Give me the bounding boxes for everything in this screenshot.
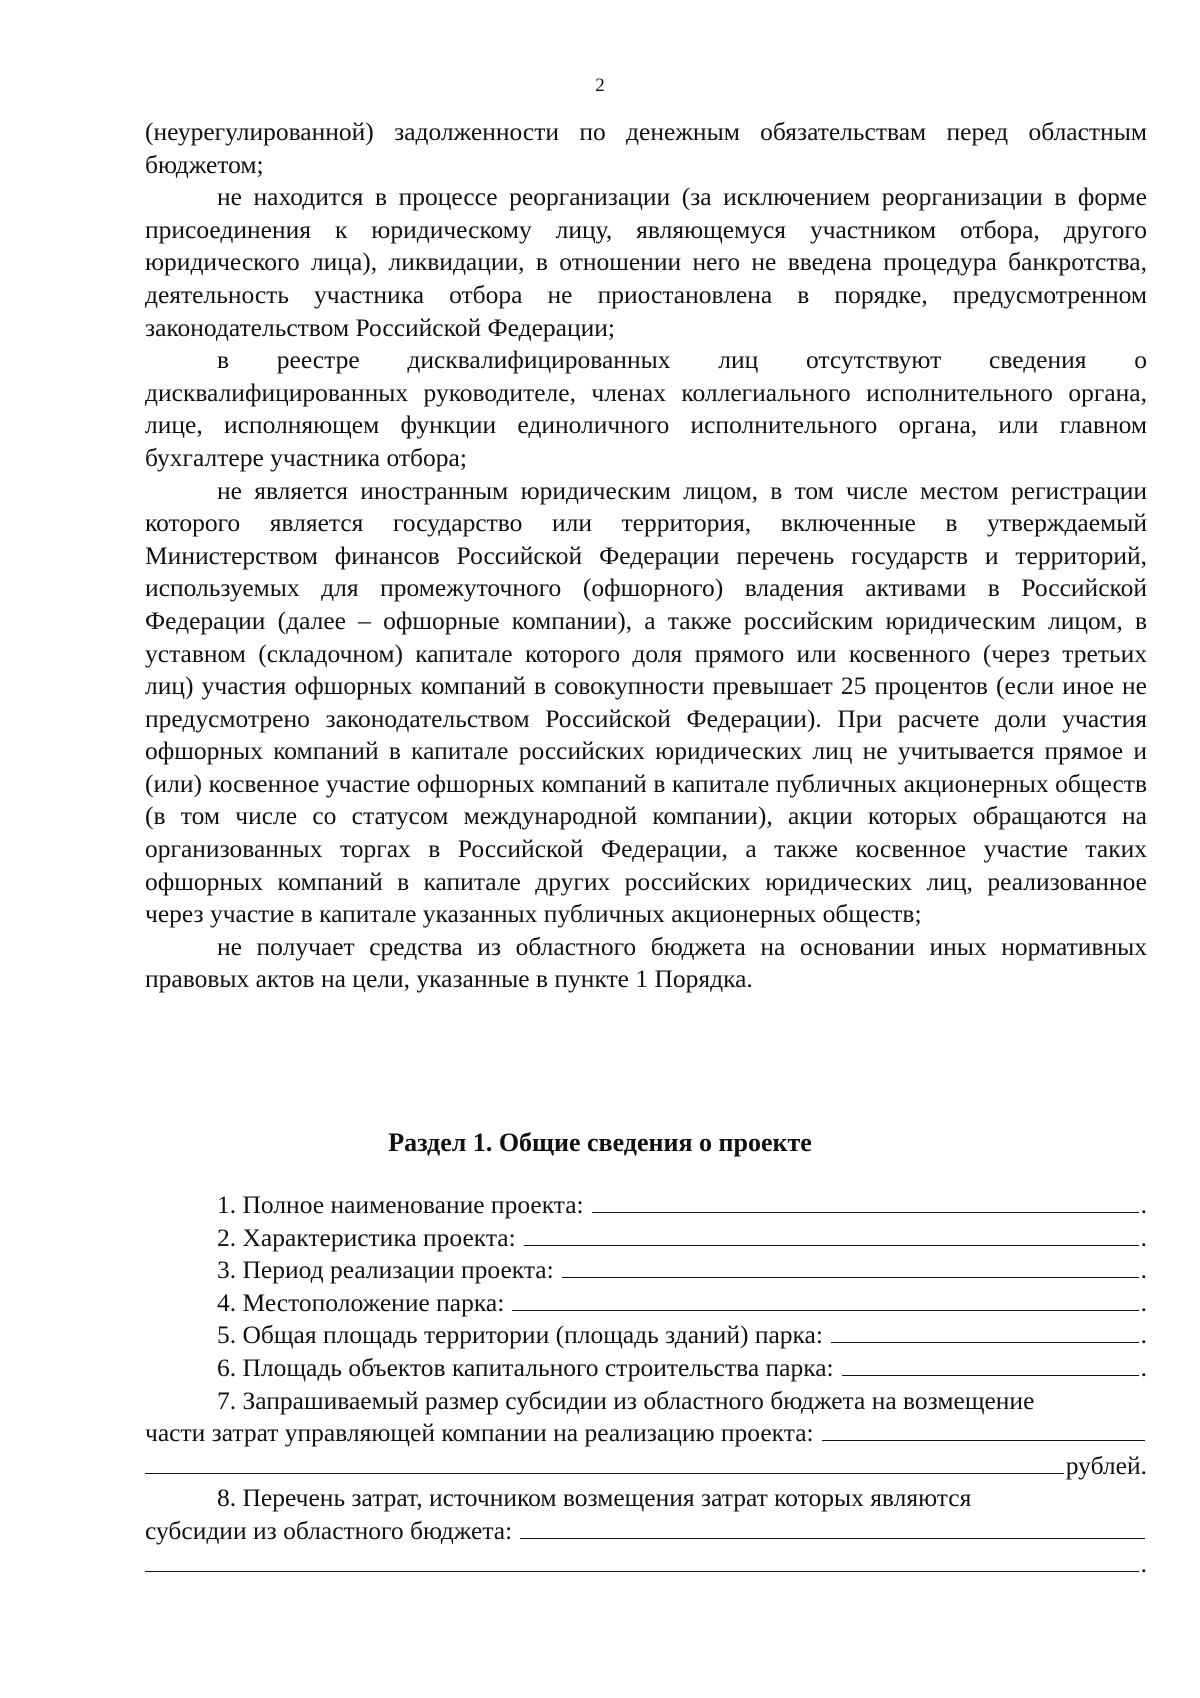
- project-characteristic-blank[interactable]: [524, 1223, 1139, 1246]
- field-subsidy-amount-text: 7. Запрашиваемый размер субсидии из областного бюджета на возмещение: [217, 1385, 1035, 1415]
- subsidy-amount-blank-cont[interactable]: [145, 1451, 1064, 1474]
- body-text: [145, 116, 1147, 996]
- field-park-location: [145, 1287, 1147, 1320]
- field-label: 6. Площадь объектов капитального строительства парка:: [217, 1352, 834, 1382]
- field-expense-list-text: 8. Перечень затрат, источником возмещения затрат которых являются: [217, 1483, 972, 1513]
- field-label: 2. Характеристика проекта:: [217, 1222, 516, 1252]
- period-mark: .: [1140, 1320, 1147, 1350]
- period-mark: .: [1140, 1222, 1147, 1252]
- project-info-form: [145, 1189, 1147, 1580]
- field-label: 5. Общая площадь территории (площадь зданий) парка:: [217, 1320, 823, 1350]
- park-location-blank[interactable]: [512, 1288, 1138, 1311]
- field-expense-list-cont: [145, 1548, 1147, 1581]
- paragraph-offshore: не является иностранным юридическим лицом, в том числе местом регистрации которого является государство или территория, включенные в утверждаемый Министерством финансов Российской Федерации перечень государств и территорий, используемых для промежуточного (офшорного) владения активами в Российской Федерации (далее – офшорные компании), а также российским юридическим лицом, в уставном (складочном) капитале которого доля прямого или косвенного (через третьих лиц) участия офшорных компаний в совокупности превышает 25 процентов (если иное не предусмотрено законодательством Российской Федерации). При расчете доли участия офшорных компаний в капитале российских юридических лиц не учитывается прямое и (или) косвенное участие офшорных компаний в капитале публичных акционерных обществ (в том числе со статусом международной компании), акции которых обращаются на организованных торгах в Российской Федерации, а также косвенное участие таких офшорных компаний в капитале других российских юридических лиц, реализованное через участие в капитале указанных публичных акционерных обществ;: [145, 475, 1147, 929]
- page-number: 2: [595, 75, 605, 96]
- field-implementation-period: [145, 1254, 1147, 1287]
- period-mark: .: [1140, 1190, 1147, 1219]
- field-label: 4. Местоположение парка:: [217, 1287, 505, 1317]
- section-title: Раздел 1. Общие сведения о проекте: [388, 1128, 812, 1157]
- field-label: части затрат управляющей компании на реализацию проекта:: [145, 1418, 814, 1448]
- period-mark: .: [1140, 1548, 1147, 1578]
- field-subsidy-amount: [145, 1417, 1147, 1450]
- paragraph-debt: (неурегулированной) задолженности по денежным обязательствам перед областным бюджетом;: [145, 117, 1147, 179]
- field-label: 3. Период реализации проекта:: [217, 1255, 554, 1285]
- paragraph-disqualified: в реестре дисквалифицированных лиц отсутствуют сведения о дисквалифицированных руководителе, членах коллегиального исполнительного органа, лице, исполняющем функции единоличного исполнительного органа, или главном бухгалтере участника отбора;: [145, 345, 1147, 472]
- field-project-name: [145, 1189, 1147, 1222]
- paragraph-reorganization: не находится в процессе реорганизации (за исключением реорганизации в форме присоединения к юридическому лицу, являющемуся участником отбора, другого юридического лица), ликвидации, в отношении него не введена процедура банкротства, деятельность участника отбора не приостановлена в порядке, предусмотренном законодательством Российской Федерации;: [145, 182, 1147, 342]
- field-label: 1. Полное наименование проекта:: [217, 1190, 584, 1219]
- rubles-label: рублей.: [1065, 1450, 1147, 1480]
- expense-list-blank-cont[interactable]: [145, 1549, 1139, 1572]
- field-subsidy-amount-cont: [145, 1450, 1147, 1483]
- project-name-blank[interactable]: [592, 1190, 1139, 1213]
- subsidy-amount-blank[interactable]: [822, 1418, 1145, 1441]
- field-capital-construction-area: [145, 1352, 1147, 1385]
- field-total-area: [145, 1319, 1147, 1352]
- period-mark: .: [1140, 1255, 1147, 1285]
- field-project-characteristic: [145, 1222, 1147, 1255]
- expense-list-blank[interactable]: [520, 1516, 1145, 1539]
- paragraph-other-funds: не получает средства из областного бюджета на основании иных нормативных правовых актов на цели, указанные в пункте 1 Порядка.: [145, 931, 1147, 994]
- implementation-period-blank[interactable]: [562, 1255, 1139, 1278]
- total-area-blank[interactable]: [831, 1320, 1139, 1343]
- field-expense-list: [145, 1515, 1147, 1548]
- capital-construction-area-blank[interactable]: [842, 1353, 1139, 1376]
- field-label: субсидии из областного бюджета:: [145, 1515, 513, 1545]
- period-mark: .: [1140, 1352, 1147, 1382]
- period-mark: .: [1140, 1287, 1147, 1317]
